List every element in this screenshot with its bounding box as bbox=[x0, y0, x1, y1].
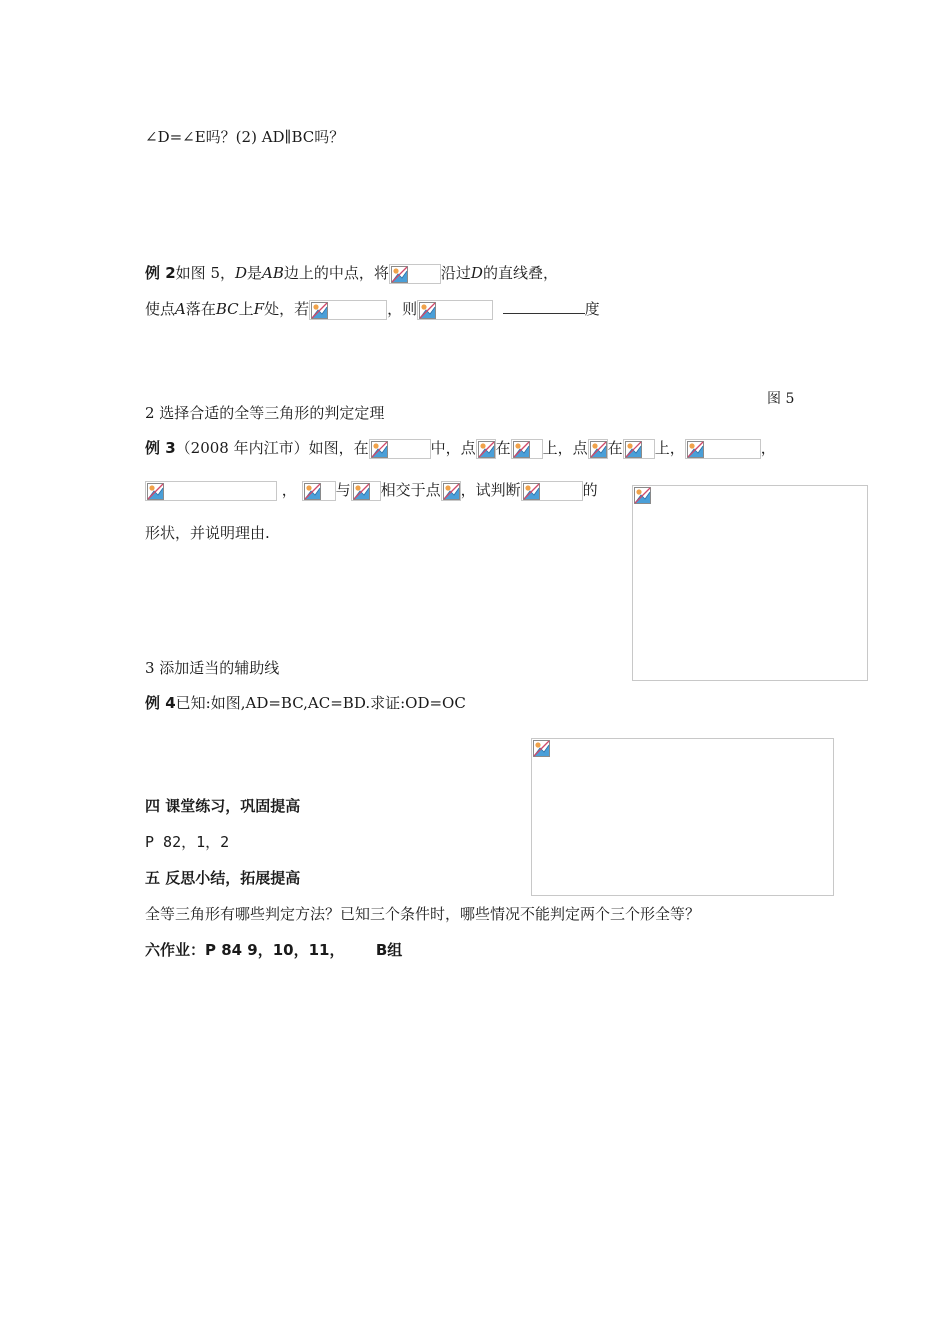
broken-image-icon bbox=[513, 441, 530, 458]
example-4-figure bbox=[531, 738, 834, 896]
answer-blank[interactable] bbox=[503, 299, 585, 314]
math-image bbox=[685, 439, 761, 459]
example-2-line-1: 例 2如图 5，D是AB边上的中点，将 沿过D的直线叠， bbox=[145, 264, 558, 282]
broken-image-icon bbox=[147, 483, 164, 500]
figure-5-caption: 图 5 bbox=[767, 391, 795, 407]
broken-image-icon bbox=[523, 483, 540, 500]
broken-image-icon bbox=[353, 483, 370, 500]
section-4-title: 四 课堂练习，巩固提高 bbox=[145, 797, 301, 815]
math-image bbox=[441, 481, 461, 501]
example-2-line-2: 使点A落在BC上F处，若 ，则 度 bbox=[145, 300, 600, 318]
question-1-tail: ∠D=∠E吗？(2) AD∥BC吗？ bbox=[145, 128, 345, 146]
example-3-line-3: 形状，并说明理由. bbox=[145, 524, 270, 542]
broken-image-icon bbox=[371, 441, 388, 458]
math-image bbox=[521, 481, 583, 501]
section-5-text: 全等三角形有哪些判定方法？已知三个条件时，哪些情况不能判定两个三个形全等？ bbox=[145, 905, 701, 923]
example-3-figure bbox=[632, 485, 868, 681]
homework-line: 六作业：P 84 9，10，11， B组 bbox=[145, 941, 403, 959]
broken-image-icon bbox=[533, 740, 550, 757]
example-3-line-2: ， 与 相交于点 ，试判断 的 bbox=[145, 480, 598, 501]
math-image bbox=[309, 300, 387, 320]
math-image bbox=[351, 481, 381, 501]
example-4-line: 例 4已知:如图,AD=BC,AC=BD.求证:OD=OC bbox=[145, 694, 466, 712]
broken-image-icon bbox=[419, 302, 436, 319]
math-image bbox=[145, 481, 277, 501]
broken-image-icon bbox=[634, 487, 651, 504]
math-image bbox=[389, 264, 441, 284]
example-3-label: 例 3 bbox=[145, 439, 176, 457]
math-image bbox=[588, 439, 608, 459]
section-3-title: 3 添加适当的辅助线 bbox=[145, 659, 280, 677]
broken-image-icon bbox=[590, 441, 607, 458]
example-3-line-1: 例 3（2008 年内江市）如图，在 中，点 在 上，点 在 上， ， bbox=[145, 439, 776, 457]
example-4-label: 例 4 bbox=[145, 694, 176, 712]
math-image bbox=[302, 481, 336, 501]
math-image bbox=[511, 439, 543, 459]
math-image bbox=[369, 439, 431, 459]
math-image bbox=[476, 439, 496, 459]
section-5-title: 五 反思小结，拓展提高 bbox=[145, 869, 301, 887]
broken-image-icon bbox=[443, 483, 460, 500]
section-2-title: 2 选择合适的全等三角形的判定定理 bbox=[145, 404, 385, 422]
broken-image-icon bbox=[625, 441, 642, 458]
section-4-text: P 82，1，2 bbox=[145, 833, 230, 851]
broken-image-icon bbox=[391, 266, 408, 283]
math-image bbox=[623, 439, 655, 459]
broken-image-icon bbox=[304, 483, 321, 500]
broken-image-icon bbox=[311, 302, 328, 319]
math-image bbox=[417, 300, 493, 320]
example-2-label: 例 2 bbox=[145, 264, 176, 282]
broken-image-icon bbox=[687, 441, 704, 458]
broken-image-icon bbox=[478, 441, 495, 458]
